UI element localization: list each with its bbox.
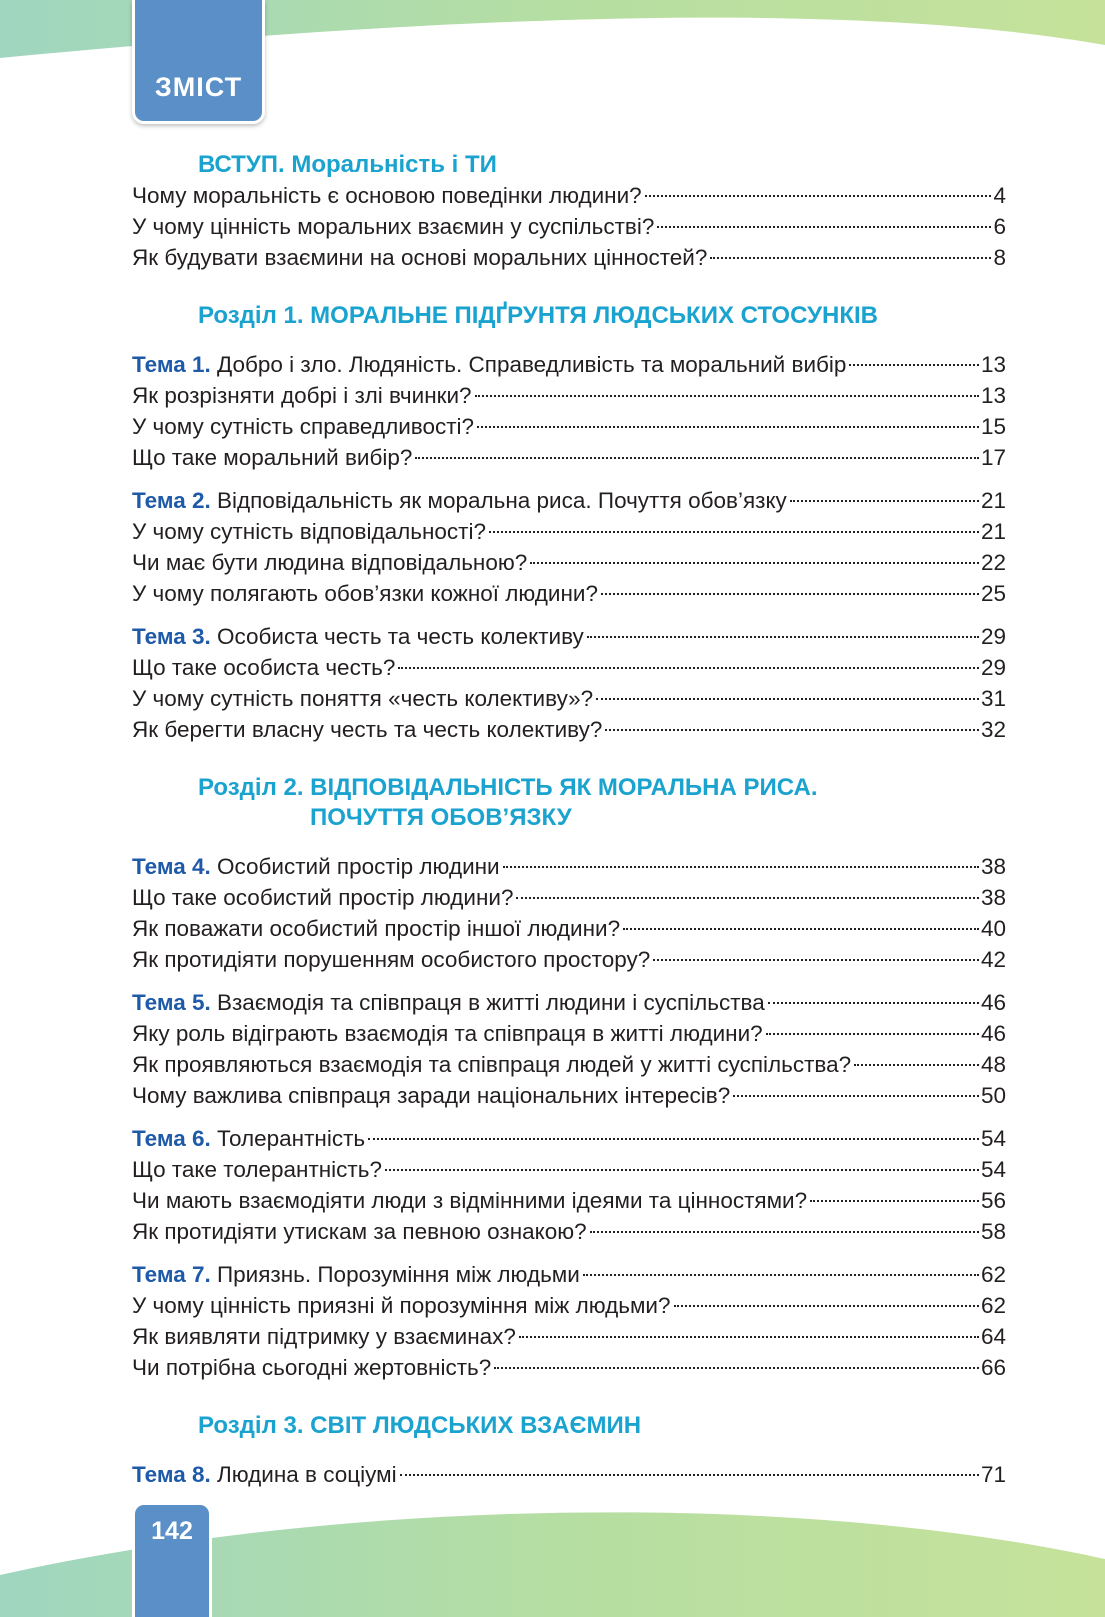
toc-entry[interactable]: Як протидіяти утискам за певною ознакою? 58 [132, 1219, 1006, 1244]
section-3-title: Розділ 3. СВІТ ЛЮДСЬКИХ ВЗАЄМИН [198, 1412, 642, 1439]
topic-6-entry[interactable]: Тема 6. Толерантність 54 [132, 1126, 1006, 1151]
toc-entry[interactable]: У чому сутність поняття «честь колективу»? 31 [132, 686, 1006, 711]
toc-entry[interactable]: Чому моральність є основою поведінки людини? 4 [132, 183, 1006, 208]
toc-entry[interactable]: Чи потрібна сьогодні жертовність? 66 [132, 1355, 1006, 1380]
toc-entry[interactable]: У чому цінність моральних взаємин у суспільстві? 6 [132, 214, 1006, 239]
toc-entry[interactable]: Як розрізняти добрі і злі вчинки? 13 [132, 383, 1006, 408]
toc-entry[interactable]: У чому полягають обов’язки кожної людини? 25 [132, 581, 1006, 606]
topic-3-entry[interactable]: Тема 3. Особиста честь та честь колективу 29 [132, 624, 1006, 649]
section-2-subtitle: ПОЧУТТЯ ОБОВ’ЯЗКУ [310, 804, 572, 831]
toc-entry[interactable]: Що таке толерантність? 54 [132, 1157, 1006, 1182]
topic-8-entry[interactable]: Тема 8. Людина в соціумі 71 [132, 1462, 1006, 1487]
page-number-tab [132, 1502, 212, 1617]
toc-entry[interactable]: Чи має бути людина відповідальною? 22 [132, 550, 1006, 575]
toc-entry[interactable]: Як будувати взаємини на основі моральних цінностей? 8 [132, 245, 1006, 270]
toc-entry[interactable]: Чи мають взаємодіяти люди з відмінними ідеями та цінностями? 56 [132, 1188, 1006, 1213]
topic-4-entry[interactable]: Тема 4. Особистий простір людини 38 [132, 854, 1006, 879]
toc-entry[interactable]: Як проявляються взаємодія та співпраця людей у житті суспільства? 48 [132, 1052, 1006, 1077]
toc-entry[interactable]: Що таке особиста честь? 29 [132, 655, 1006, 680]
topic-1-entry[interactable]: Тема 1. Добро і зло. Людяність. Справедливість та моральний вибір 13 [132, 352, 1006, 377]
topic-7-entry[interactable]: Тема 7. Приязнь. Порозуміння між людьми 62 [132, 1262, 1006, 1287]
toc-entry[interactable]: Як берегти власну честь та честь колективу? 32 [132, 717, 1006, 742]
intro-title: ВСТУП. Моральність і ТИ [198, 151, 497, 178]
toc-entry[interactable]: У чому сутність справедливості? 15 [132, 414, 1006, 439]
toc-entry[interactable]: У чому цінність приязні й порозуміння між людьми? 62 [132, 1293, 1006, 1318]
topic-2-entry[interactable]: Тема 2. Відповідальність як моральна риса. Почуття обов’язку 21 [132, 488, 1006, 513]
section-2-title: Розділ 2. ВІДПОВІДАЛЬНІСТЬ ЯК МОРАЛЬНА РИСА. ПОЧУТТЯ ОБОВ’ЯЗКУ [132, 773, 1006, 833]
contents-header-tab [132, 0, 265, 124]
table-of-contents [132, 150, 1006, 1490]
toc-entry[interactable]: Чому важлива співпраця заради національних інтересів? 50 [132, 1083, 1006, 1108]
page-number: 142 [151, 1517, 193, 1545]
toc-entry[interactable]: У чому сутність відповідальності? 21 [132, 519, 1006, 544]
contents-header-label: ЗМІСТ [154, 72, 243, 102]
toc-entry[interactable]: Яку роль відіграють взаємодія та співпраця в житті людини? 46 [132, 1021, 1006, 1046]
toc-entry[interactable]: Як протидіяти порушенням особистого простору? 42 [132, 947, 1006, 972]
toc-entry[interactable]: Що таке особистий простір людини? 38 [132, 885, 1006, 910]
toc-entry[interactable]: Як виявляти підтримку у взаєминах? 64 [132, 1324, 1006, 1349]
toc-entry[interactable]: Що таке моральний вибір? 17 [132, 445, 1006, 470]
toc-entry[interactable]: Як поважати особистий простір іншої людини? 40 [132, 916, 1006, 941]
topic-5-entry[interactable]: Тема 5. Взаємодія та співпраця в житті людини і суспільства 46 [132, 990, 1006, 1015]
section-1-title: Розділ 1. МОРАЛЬНЕ ПІДҐРУНТЯ ЛЮДСЬКИХ СТОСУНКІВ [198, 302, 879, 329]
